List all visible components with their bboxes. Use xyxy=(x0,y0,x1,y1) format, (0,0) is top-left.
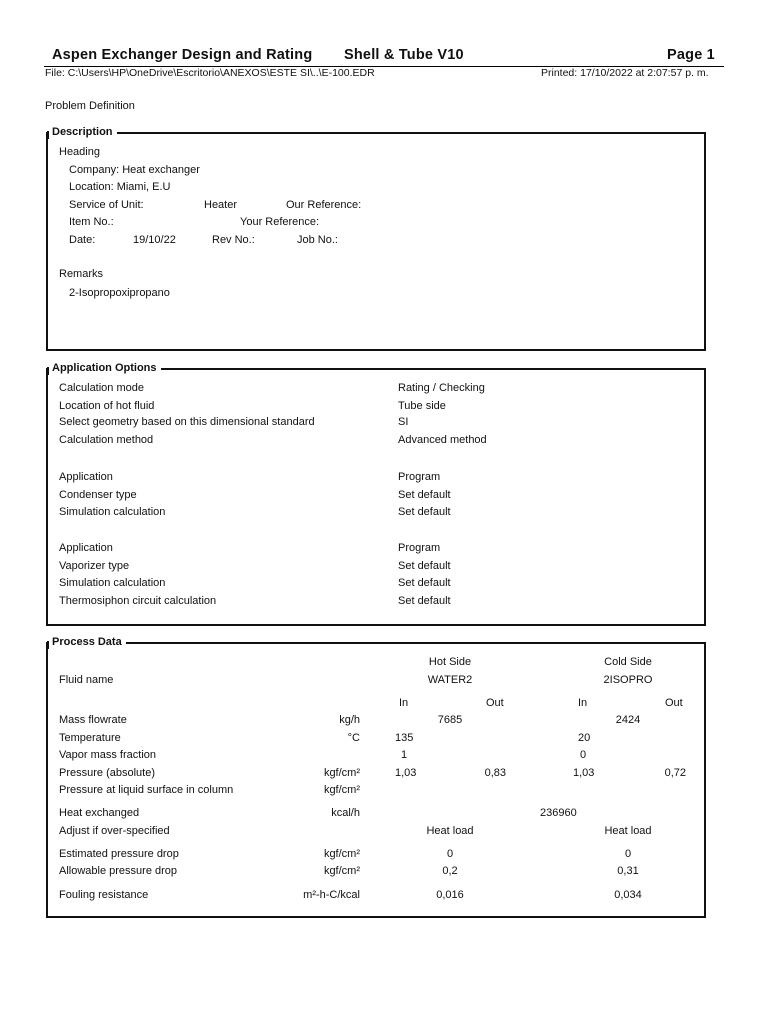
mass-flow-unit: kg/h xyxy=(339,714,360,726)
vapor-label: Vapor mass fraction xyxy=(59,749,157,761)
app-value: Set default xyxy=(398,560,451,572)
location: Location: Miami, E.U xyxy=(69,181,171,193)
item-no: Item No.: xyxy=(69,216,114,228)
temperature-cold-in: 20 xyxy=(578,732,591,744)
allow-dp-cold: 0,31 xyxy=(617,865,639,877)
allow-dp-hot: 0,2 xyxy=(442,865,458,877)
app-label: Condenser type xyxy=(59,489,137,501)
app-value: Set default xyxy=(398,595,451,607)
heat-value: 236960 xyxy=(540,807,577,819)
vapor-hot-in: 1 xyxy=(401,749,408,761)
est-dp-cold: 0 xyxy=(624,848,632,860)
app-value: Rating / Checking xyxy=(398,382,485,394)
mass-flow-label: Mass flowrate xyxy=(59,714,127,726)
app-label: Thermosiphon circuit calculation xyxy=(59,595,217,607)
pressure-hot-in: 1,03 xyxy=(395,767,417,779)
adjust-hot: Heat load xyxy=(426,825,474,837)
allow-dp-unit: kgf/cm² xyxy=(323,865,360,877)
pressure-hot-out: 0,83 xyxy=(484,767,506,779)
application-legend: Application Options xyxy=(47,362,161,374)
pressure-liquid-unit: kgf/cm² xyxy=(323,784,360,796)
printed-date: Printed: 17/10/2022 at 2:07:57 p. m. xyxy=(541,67,709,79)
pressure-cold-out: 0,72 xyxy=(664,767,686,779)
pressure-liquid-label: Pressure at liquid surface in column xyxy=(59,784,234,796)
allow-dp-label: Allowable pressure drop xyxy=(59,865,178,877)
app-label: Select geometry based on this dimensional standard xyxy=(59,416,315,428)
file-path: File: C:\Users\HP\OneDrive\Escritorio\ANEXOS\ESTE SI\..\E-100.EDR xyxy=(45,67,375,79)
heat-label: Heat exchanged xyxy=(59,807,140,819)
cold-fluid-name: 2ISOPRO xyxy=(603,674,653,686)
pressure-label: Pressure (absolute) xyxy=(59,767,155,779)
app-label: Location of hot fluid xyxy=(59,400,155,412)
temperature-hot-in: 135 xyxy=(395,732,414,744)
app-label: Vaporizer type xyxy=(59,560,130,572)
app-value: Set default xyxy=(398,506,451,518)
app-title: Aspen Exchanger Design and Rating xyxy=(52,47,313,63)
mass-flow-hot: 7685 xyxy=(437,714,463,726)
heat-unit: kcal/h xyxy=(331,807,360,819)
app-value: SI xyxy=(398,416,409,428)
adjust-cold: Heat load xyxy=(604,825,652,837)
job-no: Job No.: xyxy=(297,234,338,246)
temperature-unit: °C xyxy=(347,732,360,744)
app-value: Set default xyxy=(398,489,451,501)
app-label: Simulation calculation xyxy=(59,506,166,518)
section-title: Problem Definition xyxy=(45,100,135,112)
date-value: 19/10/22 xyxy=(133,234,176,246)
app-label: Simulation calculation xyxy=(59,577,166,589)
service-label: Service of Unit: xyxy=(69,199,144,211)
est-dp-label: Estimated pressure drop xyxy=(59,848,179,860)
fluid-name-label: Fluid name xyxy=(59,674,114,686)
cold-out-header: Out xyxy=(665,697,683,709)
est-dp-unit: kgf/cm² xyxy=(323,848,360,860)
adjust-label: Adjust if over-specified xyxy=(59,825,170,837)
app-label: Calculation method xyxy=(59,434,154,446)
app-value: Program xyxy=(398,471,441,483)
company: Company: Heat exchanger xyxy=(69,164,200,176)
hot-out-header: Out xyxy=(486,697,504,709)
app-value: Advanced method xyxy=(398,434,487,446)
fouling-label: Fouling resistance xyxy=(59,889,149,901)
app-label: Calculation mode xyxy=(59,382,144,394)
pressure-cold-in: 1,03 xyxy=(573,767,595,779)
est-dp-hot: 0 xyxy=(446,848,454,860)
module-title: Shell & Tube V10 xyxy=(344,47,464,63)
hot-fluid-name: WATER2 xyxy=(427,674,473,686)
remarks-label: Remarks xyxy=(59,268,104,280)
remarks-value: 2-Isopropoxipropano xyxy=(69,287,170,299)
process-legend: Process Data xyxy=(47,636,126,648)
vapor-cold-in: 0 xyxy=(580,749,587,761)
description-legend: Description xyxy=(47,126,117,138)
mass-flow-cold: 2424 xyxy=(615,714,641,726)
fouling-hot: 0,016 xyxy=(436,889,464,901)
pressure-unit: kgf/cm² xyxy=(323,767,360,779)
page-number: Page 1 xyxy=(667,47,715,63)
hot-in-header: In xyxy=(399,697,409,709)
service-value: Heater xyxy=(204,199,238,211)
fouling-unit: m²-h-C/kcal xyxy=(303,889,360,901)
your-reference: Your Reference: xyxy=(240,216,320,228)
cold-side-header: Cold Side xyxy=(604,656,652,668)
date-label: Date: xyxy=(69,234,96,246)
app-value: Program xyxy=(398,542,441,554)
our-reference: Our Reference: xyxy=(286,199,362,211)
app-value: Set default xyxy=(398,577,451,589)
app-value: Tube side xyxy=(398,400,446,412)
temperature-label: Temperature xyxy=(59,732,121,744)
fouling-cold: 0,034 xyxy=(614,889,642,901)
rev-no: Rev No.: xyxy=(212,234,255,246)
hot-side-header: Hot Side xyxy=(428,656,472,668)
app-label: Application xyxy=(59,542,113,554)
app-label: Application xyxy=(59,471,113,483)
heading-label: Heading xyxy=(59,146,100,158)
cold-in-header: In xyxy=(578,697,588,709)
